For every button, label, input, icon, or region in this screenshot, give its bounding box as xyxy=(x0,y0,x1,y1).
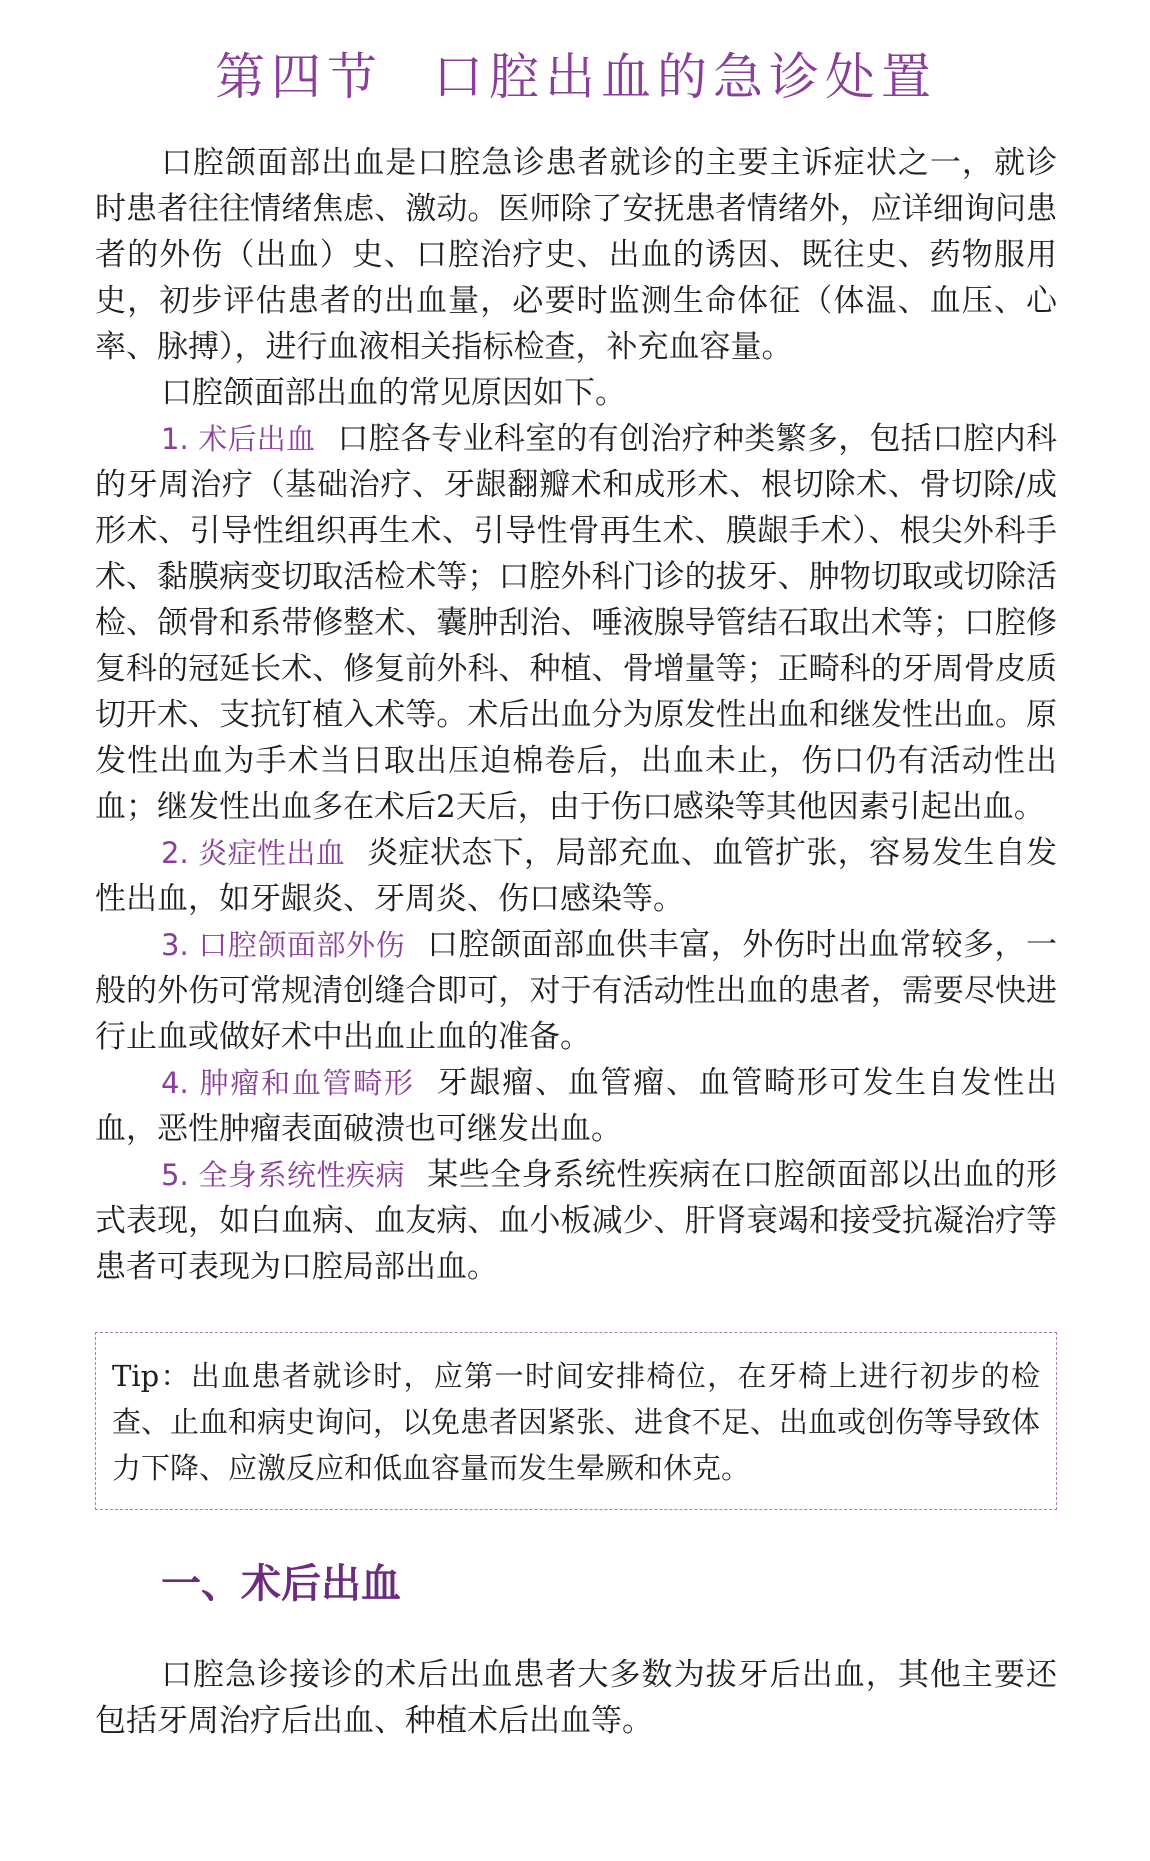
cause-item xyxy=(95,1060,1057,1152)
cause-item xyxy=(95,416,1057,830)
page-title xyxy=(95,42,1057,112)
section-number: 第四节 xyxy=(215,48,383,106)
section-title: 口腔出血的急诊处置 xyxy=(433,48,937,106)
cause-text: 口腔各专业科室的有创治疗种类繁多，包括口腔内科的牙周治疗（基础治疗、牙龈翻瓣术和成形术、根切除术、骨切除/成形术、引导性组织再生术、引导性骨再生术、膜龈手术）、根尖外科手术、黏膜病变切取活检术等；口腔外科门诊的拔牙、肿物切取或切除活检、颌骨和系带修整术、囊肿刮治、唾液腺导管结石取出术等；口腔修复科的冠延长术、修复前外科、种植、骨增量等；正畸科的牙周骨皮质切开术、支抗钉植入术等。术后出血分为原发性出血和继发性出血。原发性出血为手术当日取出压迫棉卷后，出血未止，伤口仍有活动性出血；继发性出血多在术后2天后，由于伤口感染等其他因素引起出血。 xyxy=(95,421,1057,825)
cause-text: 口腔颌面部血供丰富，外伤时出血常较多，一般的外伤可常规清创缝合即可，对于有活动性出血的患者，需要尽快进行止血或做好术中出血止血的准备。 xyxy=(95,927,1058,1055)
cause-heading: 1. 术后出血 xyxy=(161,422,316,456)
cause-item xyxy=(95,1152,1057,1290)
cause-text: 炎症状态下，局部充血、血管扩张，容易发生自发性出血，如牙龈炎、牙周炎、伤口感染等。 xyxy=(95,835,1058,917)
cause-heading: 5. 全身系统性疾病 xyxy=(161,1158,406,1192)
cause-item xyxy=(95,830,1057,922)
cause-heading: 3. 口腔颌面部外伤 xyxy=(161,928,406,962)
causes-lead-paragraph: 口腔颌面部出血的常见原因如下。 xyxy=(161,375,626,411)
cause-item xyxy=(95,922,1057,1060)
subsection-heading: 一、术后出血 xyxy=(161,1560,401,1607)
tip-box xyxy=(95,1332,1057,1510)
cause-heading: 4. 肿瘤和血管畸形 xyxy=(161,1066,415,1100)
tip-text: Tip：出血患者就诊时，应第一时间安排椅位，在牙椅上进行初步的检查、止血和病史询问，以免患者因紧张、进食不足、出血或创伤等导致体力下降、应激反应和低血容量而发生晕厥和休克。 xyxy=(112,1359,1041,1485)
cause-heading: 2. 炎症性出血 xyxy=(161,836,346,870)
subsection-paragraph: 口腔急诊接诊的术后出血患者大多数为拔牙后出血，其他主要还包括牙周治疗后出血、种植术后出血等。 xyxy=(95,1657,1057,1739)
document-page xyxy=(95,42,1057,1744)
cause-text: 牙龈瘤、血管瘤、血管畸形可发生自发性出血，恶性肿瘤表面破溃也可继发出血。 xyxy=(95,1065,1058,1147)
cause-text: 某些全身系统性疾病在口腔颌面部以出血的形式表现，如白血病、血友病、血小板减少、肝肾衰竭和接受抗凝治疗等患者可表现为口腔局部出血。 xyxy=(95,1157,1058,1285)
intro-paragraph: 口腔颌面部出血是口腔急诊患者就诊的主要主诉症状之一，就诊时患者往往情绪焦虑、激动。医师除了安抚患者情绪外，应详细询问患者的外伤（出血）史、口腔治疗史、出血的诱因、既往史、药物服用史，初步评估患者的出血量，必要时监测生命体征（体温、血压、心率、脉搏），进行血液相关指标检查，补充血容量。 xyxy=(95,145,1057,365)
